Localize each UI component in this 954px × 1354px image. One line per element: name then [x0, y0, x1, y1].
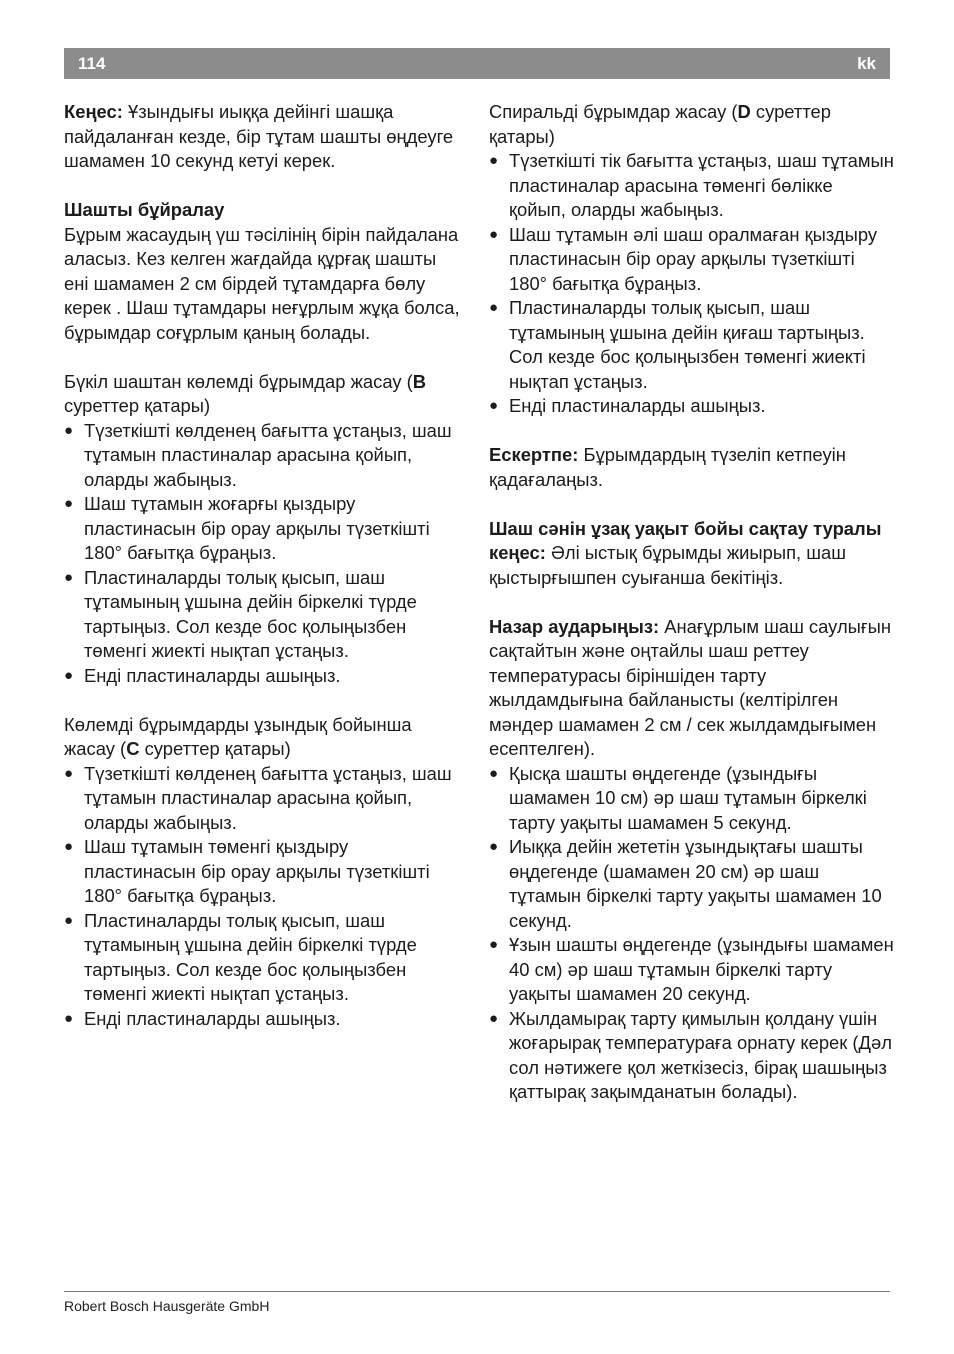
- list-item: ● Пластиналарды толық қысып, шаш тұтамының ұшына дейін біркелкі түрде тартыңыз. Сол кезде бос қолыңызбен төменгі жиекті нықтап ұстаңыз.: [64, 566, 464, 664]
- list-item: ● Шаш тұтамын төменгі қыздыру пластинасын бір орау арқылы түзеткішті 180° бағытқа бұраңыз.: [64, 835, 464, 909]
- curl-text: Бұрым жасаудың үш тәсілінің бірін пайдалана аласыз. Кез келген жағдайда құрғақ шашты ені шамамен 2 см бірдей тұтамдарға бөлу керек . Шаш тұтамдары неғұрлым жұқа болса, бұрымдар соғұрлым қаның болады.: [64, 223, 460, 343]
- section-d-title: Спиральді бұрымдар жасау (D суреттер қатары): [489, 101, 832, 147]
- list-item: ● Түзеткішті көлденең бағытта ұстаңыз, шаш тұтамын пластиналар арасына қойып, оларды жабыңыз.: [64, 419, 464, 493]
- page-number: 114: [78, 54, 106, 73]
- footer-company: Robert Bosch Hausgeräte GmbH: [64, 1298, 270, 1314]
- tip-text: Ұзындығы иыққа дейінгі шашқа пайдаланған кезде, бір тұтам шашты өңдеуге шамамен 10 секунд кетуі керек.: [64, 101, 454, 171]
- right-column: [489, 100, 894, 1105]
- tip-label: Кеңес:: [64, 101, 123, 122]
- curl-heading: Шашты бұйралау: [64, 199, 225, 220]
- list-item: ● Пластиналарды толық қысып, шаш тұтамының ұшына дейін қиғаш тартыңыз. Сол кезде бос қолыңызбен төменгі жиекті нықтап ұстаңыз.: [489, 296, 894, 394]
- attention-label: Назар аударыңыз:: [489, 615, 660, 637]
- section-b-title: Бүкіл шаштан көлемді бұрымдар жасау (B суреттер қатары): [64, 370, 427, 416]
- list-item: ● Түзеткішті көлденең бағытта ұстаңыз, шаш тұтамын пластиналар арасына қойып, оларды жабыңыз.: [64, 762, 464, 836]
- note-paragraph: Ескертпе: Бұрымдардың түзеліп кетпеуін қадағалаңыз.: [489, 444, 846, 490]
- keep-style-label: Шаш сәнін ұзақ уақыт бойы сақтау туралы кеңес:: [489, 517, 882, 563]
- list-item: ● Енді пластиналарды ашыңыз.: [64, 1007, 464, 1032]
- list-item: ● Жылдамырақ тарту қимылын қолдану үшін жоғарырақ температураға орнату керек (Дәл сол нәтижеге қол жеткізесіз, бірақ шашыңыз қаттырақ зақымданатын болады).: [489, 1007, 894, 1105]
- list-item: ● Енді пластиналарды ашыңыз.: [64, 664, 464, 689]
- keep-style-paragraph: Шаш сәнін ұзақ уақыт бойы сақтау туралы кеңес: Әлі ыстық бұрымды жиырып, шаш қыстырғышпен суығанша бекітіңіз.: [489, 517, 882, 588]
- page-header-bar: [64, 48, 890, 79]
- list-item: ● Түзеткішті тік бағытта ұстаңыз, шаш тұтамын пластиналар арасына төменгі бөлікке қойып, оларды жабыңыз.: [489, 149, 894, 223]
- list-item: ● Пластиналарды толық қысып, шаш тұтамының ұшына дейін біркелкі түрде тартыңыз. Сол кезде бос қолыңызбен төменгі жиекті нықтап ұстаңыз.: [64, 909, 464, 1007]
- list-item: ● Шаш тұтамын жоғарғы қыздыру пластинасын бір орау арқылы түзеткішті 180° бағытқа бұраңыз.: [64, 492, 464, 566]
- list-item: ● Ұзын шашты өңдегенде (ұзындығы шамамен 40 см) әр шаш тұтамын біркелкі тарту уақыты шамамен 20 секунд.: [489, 933, 894, 1007]
- footer-divider: [64, 1291, 890, 1292]
- list-item: ● Шаш тұтамын әлі шаш оралмаған қыздыру пластинасын бір орау арқылы түзеткішті 180° бағытқа бұраңыз.: [489, 223, 894, 297]
- list-item: ● Қысқа шашты өңдегенде (ұзындығы шамамен 10 см) әр шаш тұтамын біркелкі тарту уақыты шамамен 5 секунд.: [489, 762, 894, 836]
- attention-paragraph: Назар аударыңыз: Анағұрлым шаш саулығын сақтайтын және оңтайлы шаш реттеу температурасы біріншіден тарту жылдамдығына байланысты (келтірілген мәндер шамамен 2 см / сек жылдамдығымен есептелген).: [489, 615, 891, 759]
- left-column: [64, 100, 464, 1031]
- list-item: ● Иыққа дейін жететін ұзындықтағы шашты өңдегенде (шамамен 20 см) әр шаш тұтамын біркелкі тарту уақыты шамамен 10 секунд.: [489, 835, 894, 933]
- language-code: kk: [857, 54, 876, 73]
- tip-paragraph: [64, 100, 464, 174]
- list-item: ● Енді пластиналарды ашыңыз.: [489, 394, 894, 419]
- section-c-title: Көлемді бұрымдарды ұзындық бойынша жасау (C суреттер қатары): [64, 713, 412, 759]
- note-label: Ескертпе:: [489, 444, 579, 465]
